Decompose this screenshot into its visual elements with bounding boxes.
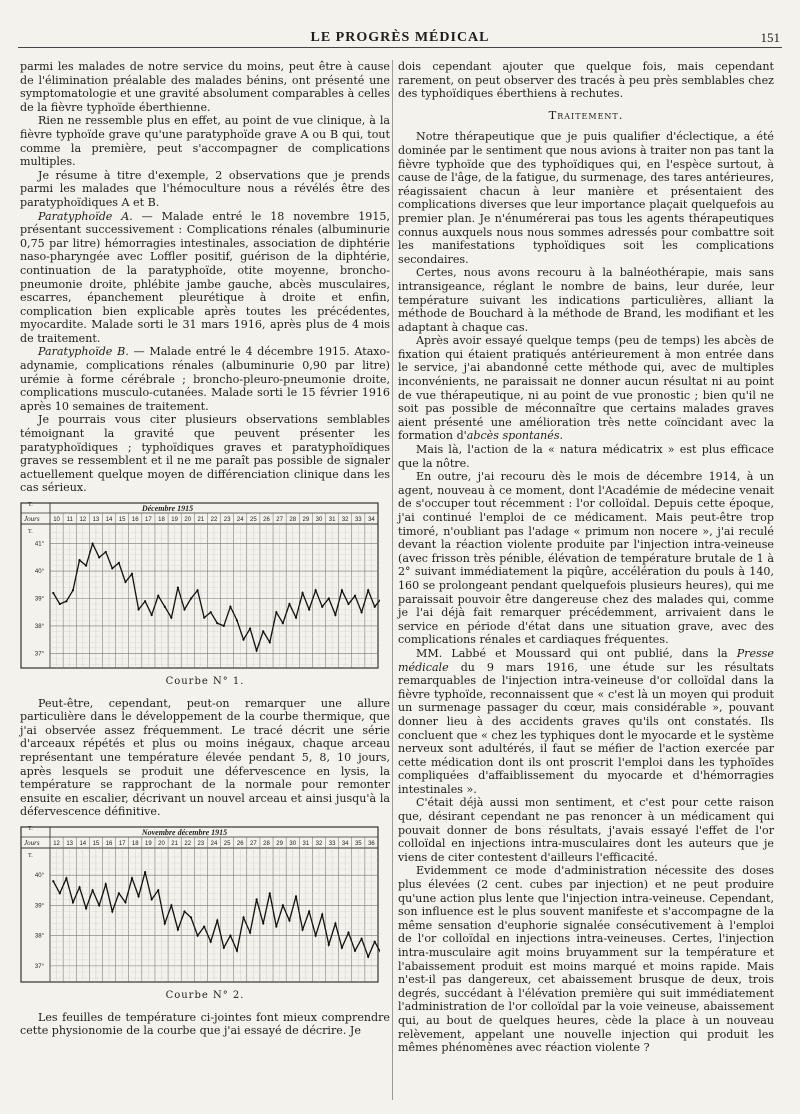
temperature-point — [216, 622, 218, 624]
case-text: — Malade entré le 4 décembre 1915. Ataxo-adynamie, complications rénales (albuminurie 0,90 par litre) urémie à forme cérébrale ; broncho-pleuro-pneumonie droite, complications musculo-cutanées. Malade sorti le 15 février 1916 après 10 semaines de traitement. — [20, 345, 390, 413]
day-tick-label: 30 — [315, 517, 323, 523]
paragraph-text: MM. Labbé et Moussard qui ont publié, dans la — [416, 646, 737, 660]
temperature-chart-2 — [20, 825, 390, 985]
paragraph-text: . — [559, 429, 564, 443]
paragraph: dois cependant ajouter que quelque fois, mais cependant rarement, on peut observer des tracés à peu près semblables chez des typhoïdiques éberthiens à rechutes. — [398, 60, 774, 101]
temperature-point — [111, 910, 113, 912]
day-tick-label: 12 — [79, 517, 87, 523]
paragraph: En outre, j'ai recouru dès le mois de décembre 1914, à un agent, nouveau à ce moment, dont l'Académie de médecine venait de s'occuper tout récemment : l'or colloïdal. Depuis cette époque, j'ai continué l'emploi de ce médicament. Mais peut-être trop timoré, n'oubliant pas l'adage « primum non nocere », j'ai reculé devant la réaction violente produite par l'injection intra-veineuse (avec frisson très pénible, élévation de température brutale de 1 à 2° suivant immédiatement la piqûre, accélération du pouls à 140, 160 se prolongeant pendant quelquefois plusieurs heures), qui me paraissait pouvoir être dangereuse chez des malades qui, comme je l'ai déjà fait remarquer précédemment, arrivaient dans le service en période d'état dans une situation grave, avec des complications rénales et cardiaques fréquentes. — [398, 470, 774, 647]
day-tick-label: 13 — [92, 517, 100, 523]
temperature-point — [367, 956, 369, 958]
temperature-point — [177, 928, 179, 930]
temperature-point — [131, 573, 133, 575]
day-tick-label: 28 — [289, 517, 297, 523]
temperature-point — [256, 898, 258, 900]
day-tick-label: 17 — [145, 517, 152, 523]
corner-label: T. — [28, 502, 33, 508]
temp-tick-label: 37° — [34, 651, 44, 658]
temperature-point — [59, 603, 61, 605]
temperature-point — [367, 589, 369, 591]
temperature-point — [301, 928, 303, 930]
temperature-point — [190, 597, 192, 599]
section-heading: Traitement. — [548, 107, 624, 122]
temperature-point — [328, 944, 330, 946]
temperature-point — [92, 543, 94, 545]
corner-label: T. — [28, 529, 33, 535]
temperature-point — [170, 617, 172, 619]
day-tick-label: 10 — [53, 517, 60, 523]
temp-tick-label: 38° — [34, 623, 44, 630]
day-tick-label: 27 — [250, 840, 257, 847]
temperature-chart-2-svg — [20, 825, 380, 985]
temperature-point — [275, 925, 277, 927]
column-divider — [392, 60, 393, 1100]
day-tick-label: 36 — [368, 840, 375, 847]
journal-name: Presse médicale — [398, 646, 774, 674]
paragraph-text: Après avoir essayé quelque temps (peu de temps) les abcès de fixation qui étaient pratiqués antérieurement à mon entrée dans le service, j'ai abandonné cette méthode qui, avec de multiples inconvénients, ne paraissait ne donner aucun résultat ni au point de vue thérapeutique, ni au point de vue pronostic ; bien qu'il ne soit pas possible de méconnaître que certains malades graves aient présenté une amélioration très nette coïncidant avec la formation d' — [398, 334, 774, 443]
day-tick-label: 25 — [250, 517, 257, 523]
day-tick-label: 16 — [105, 840, 113, 847]
temperature-point — [301, 592, 303, 594]
temperature-point — [249, 628, 251, 630]
page-number: 151 — [760, 30, 780, 45]
paragraph: Notre thérapeutique que je puis qualifier d'éclectique, a été dominée par le sentiment que nous avions à traiter non pas tant la fièvre typhoïde que des typhoïdiques qui, en l'espèce surtout, à cause de l'âge, de la fatigue, du surmenage, des tares antérieures, réagissaient chacun à leur manière et présentaient des complications diverses que leur importance plaçait quelquefois au premier plan. Je n'énumérerai pas tous les agents thérapeutiques connus auxquels nous nous sommes adressés pour combattre soit les manifestations typhoïdiques soit les complications secondaires. — [398, 130, 774, 266]
temperature-point — [315, 934, 317, 936]
day-tick-label: 22 — [210, 517, 218, 523]
right-column — [398, 60, 774, 1055]
paragraph: Rien ne ressemble plus en effet, au point de vue clinique, à la fièvre typhoïde grave qu'une paratyphoïde grave A ou B qui, tout comme la première, peut s'accompagner de complications multiples. — [20, 114, 390, 169]
paragraph: Certes, nous avons recouru à la balnéothérapie, mais sans intransigeance, réglant le nombre de bains, leur durée, leur température suivant les indications particulières, alliant la méthode de Bouchard à la méthode de Brand, les modifiant et les adaptant à chaque cas. — [398, 266, 774, 334]
temperature-point — [72, 901, 74, 903]
day-tick-label: 19 — [171, 517, 178, 523]
day-tick-label: 28 — [263, 840, 270, 847]
day-tick-label: 30 — [289, 840, 297, 847]
temp-tick-label: 39° — [34, 903, 44, 910]
page-header — [18, 30, 782, 50]
day-tick-label: 15 — [92, 840, 100, 847]
chart-1-caption: Courbe N° 1. — [165, 676, 245, 687]
paragraph: Je pourrais vous citer plusieurs observations semblables témoignant la gravité que peuvent présenter les paratyphoïdiques ; typhoïdiques graves et paratyphoïdiques graves se ressemblent et il ne me paraît pas possible de signaler actuellement quelque moyen de différenciation clinique dans les cas sérieux. — [20, 413, 390, 495]
jours-label: Jours — [24, 838, 40, 847]
temperature-point — [210, 611, 212, 613]
chart-title: Novembre décembre 1915 — [141, 827, 228, 837]
temperature-point — [124, 581, 126, 583]
temperature-point — [334, 614, 336, 616]
temperature-point — [347, 931, 349, 933]
paragraph — [20, 345, 390, 413]
temperature-point — [72, 589, 74, 591]
day-tick-label: 15 — [118, 517, 126, 523]
paragraph: Peut-être, cependant, peut-on remarquer une allure particulière dans le développement de la courbe thermique, que j'ai observée assez fréquemment. Le tracé décrit une série d'arceaux répétés et plus ou moins inégaux, chaque arceau représentant une température élevée pendant 5, 8, 10 jours, après lesquels se produit une défervescence en lysis, la température se rapprochant de la normale pour remonter ensuite en escalier, décrivant un nouvel arceau et ainsi jusqu'à la défervescence définitive. — [20, 696, 390, 819]
chart-2-caption: Courbe N° 2. — [165, 989, 245, 1001]
day-tick-label: 26 — [236, 840, 244, 847]
header-rule — [18, 47, 782, 48]
temperature-point — [321, 913, 323, 915]
case-text: — Malade entré le 18 novembre 1915, présentant successivement : Complications rénales (albuminurie 0,75 par litre) hémorragies intestinales, association de diphtérie naso-pharyngée avec Loffler positif, guérison de la diphtérie, continuation de la paratyphoïde, otite moyenne, broncho-pneumonie droite, phlébite jambe gauche, abcès musculaires, escarres, épanchement pleurétique à droite et enfin, complication bien explicable après toutes les précédentes, myocardite. Malade sorti le 31 mars 1916, après plus de 4 mois de traitement. — [20, 209, 390, 345]
day-tick-label: 34 — [341, 840, 349, 847]
temperature-point — [203, 925, 205, 927]
day-tick-label: 12 — [53, 840, 60, 847]
temperature-point — [111, 567, 113, 569]
day-tick-label: 24 — [210, 840, 218, 847]
temperature-point — [256, 649, 258, 651]
temperature-point — [347, 603, 349, 605]
day-tick-label: 26 — [263, 517, 270, 523]
day-tick-label: 23 — [223, 517, 231, 523]
paragraph: parmi les malades de notre service du moins, peut être à cause de l'élimination préalable des malades bénins, ont présenté une symptomatologie et une gravité absolument comparables à celles de la fièvre typhoïde éberthienne. — [20, 60, 390, 114]
temperature-point — [85, 907, 87, 909]
temperature-point — [203, 617, 205, 619]
temperature-point — [262, 630, 264, 632]
day-tick-label: 32 — [341, 517, 349, 523]
day-tick-label: 31 — [302, 840, 310, 847]
temperature-point — [374, 941, 376, 943]
chart-frame — [21, 827, 378, 982]
temperature-point — [164, 606, 166, 608]
temperature-point — [157, 595, 159, 597]
temperature-point — [131, 877, 133, 879]
temperature-point — [105, 551, 107, 553]
temperature-point — [308, 608, 310, 610]
corner-label: T. — [28, 825, 33, 832]
day-tick-label: 29 — [276, 840, 283, 847]
temperature-point — [78, 886, 80, 888]
day-tick-label: 17 — [118, 840, 126, 847]
corner-label: T. — [28, 852, 33, 859]
temperature-point — [197, 589, 199, 591]
chart-title: Décembre 1915 — [141, 504, 194, 513]
temperature-point — [321, 606, 323, 608]
temperature-point — [124, 901, 126, 903]
temp-tick-label: 40° — [34, 873, 44, 880]
temperature-point — [229, 934, 231, 936]
day-tick-label: 25 — [223, 840, 231, 847]
temperature-point — [315, 589, 317, 591]
day-tick-label: 14 — [79, 840, 87, 847]
temp-tick-label: 38° — [34, 933, 44, 940]
temperature-point — [229, 606, 231, 608]
day-tick-label: 31 — [328, 517, 336, 523]
temperature-point — [216, 919, 218, 921]
temperature-point — [65, 877, 67, 879]
temperature-point — [137, 895, 139, 897]
temperature-point — [197, 934, 199, 936]
day-tick-label: 22 — [184, 840, 192, 847]
temperature-point — [236, 619, 238, 621]
paragraph: Je résume à titre d'exemple, 2 observations que je prends parmi les malades que l'hémoculture nous a révélés être des paratyphoïdiques A et B. — [20, 168, 390, 209]
day-tick-label: 11 — [66, 517, 73, 523]
temperature-point — [59, 892, 61, 894]
day-tick-label: 20 — [158, 840, 165, 847]
journal-title: LE PROGRÈS MÉDICAL — [310, 30, 490, 45]
temperature-point — [223, 947, 225, 949]
temperature-point — [275, 611, 277, 613]
temp-tick-label: 41° — [34, 541, 44, 548]
jours-label: Jours — [24, 515, 40, 523]
day-tick-label: 20 — [184, 517, 192, 523]
day-tick-label: 18 — [131, 840, 139, 847]
temperature-point — [341, 589, 343, 591]
day-tick-label: 18 — [158, 517, 165, 523]
temperature-point — [288, 603, 290, 605]
temperature-point — [118, 892, 120, 894]
temperature-point — [341, 947, 343, 949]
temp-tick-label: 40° — [34, 569, 44, 576]
temperature-point — [85, 565, 87, 567]
paragraph: C'était déjà aussi mon sentiment, et c'est pour cette raison que, désirant cependant ne pas renoncer à un médicament qui pouvait donner de bons résultats, j'avais essayé l'effet de l'or colloïdal en injections intra-musculaires dont les auteurs que je viens de citer contestent d'ailleurs l'efficacité. — [398, 796, 774, 864]
day-tick-label: 33 — [354, 517, 362, 523]
temperature-point — [236, 950, 238, 952]
temperature-point — [151, 614, 153, 616]
day-tick-label: 13 — [66, 840, 74, 847]
temperature-point — [328, 597, 330, 599]
temperature-point — [183, 910, 185, 912]
temperature-point — [210, 941, 212, 943]
day-tick-label: 32 — [315, 840, 323, 847]
temperature-point — [223, 625, 225, 627]
temperature-point — [98, 904, 100, 906]
temperature-point — [262, 922, 264, 924]
paragraph — [398, 647, 774, 797]
temperature-chart-1 — [20, 501, 390, 671]
day-tick-label: 33 — [328, 840, 336, 847]
temperature-point — [98, 556, 100, 558]
temperature-point — [144, 871, 146, 873]
temperature-chart-1-svg — [20, 501, 380, 671]
day-tick-label: 29 — [302, 517, 310, 523]
temperature-point — [183, 608, 185, 610]
emphasis: abcès spontanés — [466, 429, 560, 443]
temperature-point — [269, 641, 271, 643]
day-tick-label: 35 — [354, 840, 362, 847]
temperature-point — [295, 617, 297, 619]
day-tick-label: 24 — [236, 517, 244, 523]
temperature-point — [334, 922, 336, 924]
temperature-point — [282, 622, 284, 624]
paragraph-text: du 9 mars 1916, une étude sur les résultats remarquables de l'injection intra-veineuse d'or colloïdal dans la fièvre typhoïde, reconnaissent que « c'est là un moyen qui produit un surmenage passager du cœur, mais considérable », pouvant donner lieu à des accidents graves qu'ils ont constatés. Ils concluent que « chez les typhiques dont le myocarde et le système nerveux sont adultérés, il faut se méfier de l'action exercée par cette médication dont ils ont proscrit l'emploi dans les typhoïdes compliquées d'affaiblissement du myocarde et d'hémorragies intestinales ». — [398, 660, 774, 796]
temperature-point — [118, 562, 120, 564]
temperature-point — [282, 904, 284, 906]
temperature-point — [295, 895, 297, 897]
day-tick-label: 19 — [145, 840, 152, 847]
temperature-point — [354, 950, 356, 952]
temperature-point — [105, 883, 107, 885]
temperature-point — [361, 938, 363, 940]
temperature-point — [374, 606, 376, 608]
temperature-point — [269, 892, 271, 894]
day-tick-label: 21 — [171, 840, 178, 847]
case-heading: Paratyphoïde B. — [38, 345, 129, 359]
temperature-point — [92, 889, 94, 891]
temperature-point — [242, 916, 244, 918]
day-tick-label: 14 — [105, 517, 113, 523]
day-tick-label: 23 — [197, 840, 205, 847]
day-tick-label: 34 — [368, 517, 375, 523]
temperature-point — [144, 600, 146, 602]
day-tick-label: 16 — [131, 517, 139, 523]
temperature-point — [52, 592, 54, 594]
paragraph: Les feuilles de température ci-jointes font mieux comprendre cette physionomie de la courbe que j'ai essayé de décrire. Je — [20, 1010, 390, 1038]
temperature-point — [190, 916, 192, 918]
paragraph — [20, 210, 390, 346]
paragraph: Mais là, l'action de la « natura médicatrix » est plus efficace que la nôtre. — [398, 443, 774, 470]
temperature-point — [177, 586, 179, 588]
paragraph — [398, 334, 774, 443]
temperature-point — [361, 611, 363, 613]
day-tick-label: 27 — [276, 517, 283, 523]
temperature-point — [170, 904, 172, 906]
left-column — [20, 60, 390, 1038]
temperature-point — [249, 931, 251, 933]
temperature-point — [354, 595, 356, 597]
temperature-point — [164, 922, 166, 924]
temperature-point — [65, 600, 67, 602]
temp-tick-label: 39° — [34, 596, 44, 603]
case-heading: Paratyphoïde A. — [38, 209, 133, 223]
temperature-point — [78, 559, 80, 561]
paragraph: Evidemment ce mode d'administration nécessite des doses plus élevées (2 cent. cubes par injection) et ne peut produire qu'une action plus lente que l'injection intra-veineuse. Cependant, son influence est le plus souvent manifeste et s'accompagne de la même sensation d'euphorie signalée consécutivement à l'emploi de l'or colloïdal en injections intra-veineuses. Certes, l'injection intra-musculaire agit moins bruyamment sur la température et l'abaissement produit est moins marqué et moins rapide. Mais n'est-il pas dangereux, cet abaissement brusque de deux, trois degrés, succédant à l'élévation première qui suit immédiatement l'administration de l'or colloïdal par la voie veineuse, abaissement qui, au bout de quelques heures, cède la place à un nouveau relèvement, appelant une nouvelle injection qui produit les mêmes phénomènes avec réaction violente ? — [398, 864, 774, 1055]
temperature-point — [137, 608, 139, 610]
temp-tick-label: 37° — [34, 963, 44, 970]
temperature-point — [52, 880, 54, 882]
temperature-point — [157, 889, 159, 891]
temperature-point — [151, 898, 153, 900]
temperature-point — [308, 910, 310, 912]
temperature-point — [242, 639, 244, 641]
temperature-point — [288, 919, 290, 921]
day-tick-label: 21 — [197, 517, 205, 523]
